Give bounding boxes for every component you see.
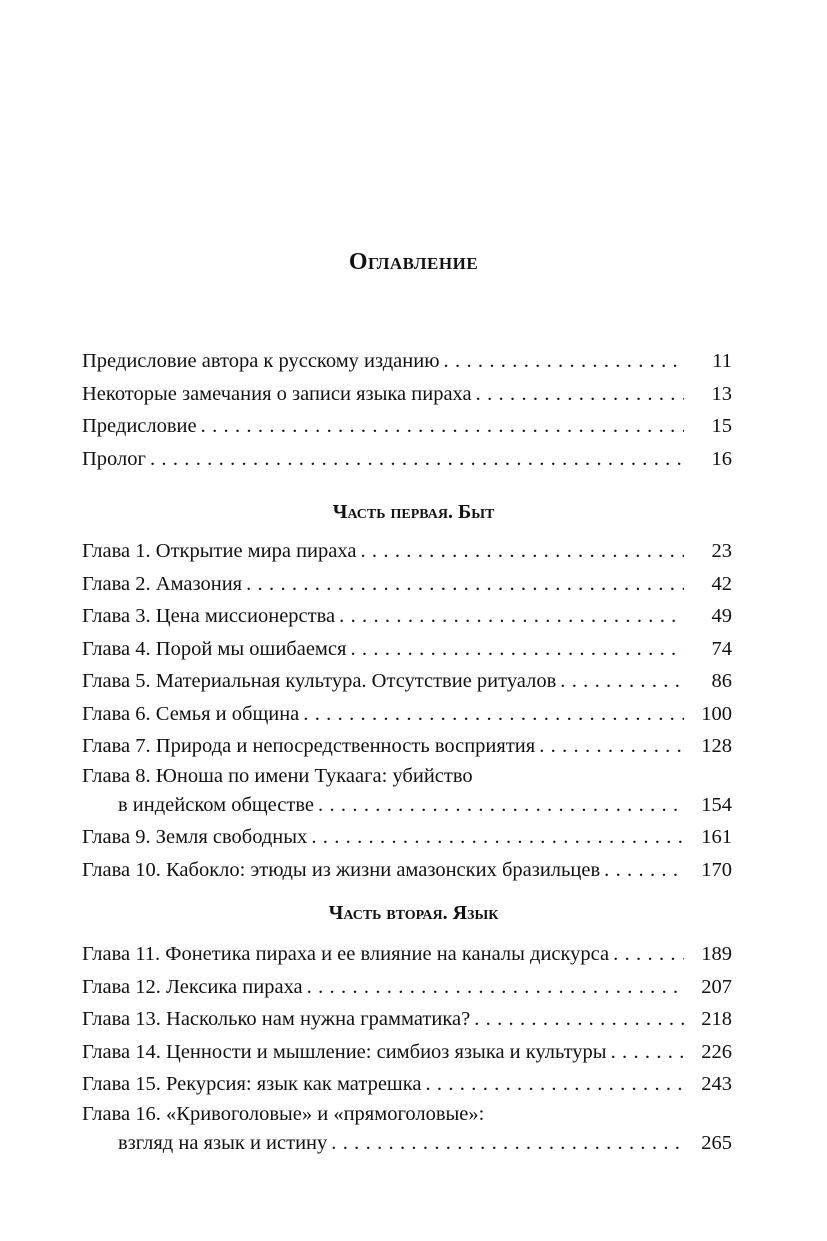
entry-title: Глава 5. Материальная культура. Отсутствие ритуалов [82,670,557,692]
entry-page: 23 [711,540,732,562]
toc-entry[interactable] [82,345,732,378]
toc-entry[interactable] [82,971,732,1004]
entry-title-cont: в индейском обществе [118,793,315,816]
entry-page: 170 [701,858,732,881]
entry-page: 154 [701,793,732,816]
entry-title: Глава 16. «Кривоголовые» и «прямоголовые»: [82,1102,485,1125]
entry-page: 265 [701,1131,732,1154]
page-title: Оглавление [348,249,479,275]
leader-dots [539,730,684,763]
leader-dots [560,665,684,698]
part-two-list [82,938,732,1159]
entry-title: Глава 6. Семья и община [82,702,300,725]
toc-entry[interactable] [82,698,732,731]
entry-title: Глава 8. Юноша по имени Тукаага: убийство [82,764,473,787]
entry-page: 42 [711,572,732,595]
entry-title: Глава 10. Кабокло: этюды из жизни амазонских бразильцев [82,858,601,881]
toc-entry[interactable] [82,535,732,568]
entry-title: Предисловие [82,415,197,437]
toc-entry[interactable] [82,763,732,789]
leader-dots [246,568,684,601]
toc-entry[interactable] [82,1068,732,1101]
toc-entry[interactable] [82,730,732,763]
toc-entry[interactable] [82,665,732,698]
entry-page: 207 [701,975,732,998]
toc-entry[interactable] [82,854,732,887]
entry-title: Глава 14. Ценности и мышление: симбиоз языка и культуры [82,1040,607,1063]
entry-title: Предисловие автора к русскому изданию [82,350,440,372]
entry-title: Пролог [82,447,146,470]
toc-entry[interactable] [82,821,732,854]
leader-dots [613,938,684,971]
toc-entry-continuation[interactable] [82,789,732,822]
toc-entry[interactable] [82,938,732,971]
leader-dots [360,535,684,568]
entry-title: Глава 12. Лексика пираха [82,975,303,998]
leader-dots [350,633,684,666]
toc-entry[interactable] [82,633,732,666]
entry-title: Глава 11. Фонетика пираха и ее влияние на каналы дискурса [82,943,610,965]
entry-page: 189 [701,943,732,965]
part-one-list [82,535,732,886]
entry-title: Глава 7. Природа и непосредственность восприятия [82,735,536,757]
leader-dots [331,1127,684,1160]
leader-dots [339,600,684,633]
leader-dots [444,345,684,378]
leader-dots [311,821,684,854]
leader-dots [611,1036,684,1069]
entry-page: 218 [701,1008,732,1030]
entry-page: 128 [701,735,732,757]
entry-page: 13 [711,382,732,405]
leader-dots [604,854,684,887]
toc-entry[interactable] [82,600,732,633]
toc-entry[interactable] [82,1036,732,1069]
part-two-heading: Часть вторая. Язык [328,902,499,924]
toc-entry[interactable] [82,1003,732,1036]
part-one-heading: Часть первая. Быт [332,501,495,523]
entry-title: Глава 1. Открытие мира пираха [82,540,357,562]
entry-page: 86 [711,670,732,692]
entry-page: 161 [701,826,732,848]
entry-page: 243 [701,1073,732,1095]
toc-entry[interactable] [82,410,732,443]
leader-dots [476,378,684,411]
entry-title: Глава 3. Цена миссионерства [82,605,336,627]
entry-page: 74 [711,637,732,660]
entry-page: 100 [701,702,732,725]
leader-dots [303,698,684,731]
entry-title: Глава 9. Земля свободных [82,826,308,848]
leader-dots [318,789,684,822]
leader-dots [307,971,684,1004]
entry-title: Глава 2. Амазония [82,572,243,595]
entry-title: Глава 4. Порой мы ошибаемся [82,637,347,660]
leader-dots [425,1068,684,1101]
toc-entry[interactable] [82,378,732,411]
entry-title: Глава 15. Рекурсия: язык как матрешка [82,1073,422,1095]
leader-dots [201,410,684,443]
entry-page: 15 [711,415,732,437]
entry-page: 11 [712,350,732,372]
leader-dots [474,1003,684,1036]
entry-title-cont: взгляд на язык и истину [118,1131,328,1154]
leader-dots [150,443,684,476]
toc-entry[interactable] [82,568,732,601]
entry-title: Некоторые замечания о записи языка пираха [82,382,472,405]
front-matter-list [82,345,732,475]
entry-page: 49 [711,605,732,627]
toc-entry-continuation[interactable] [82,1127,732,1160]
toc-entry[interactable] [82,443,732,476]
entry-page: 226 [701,1040,732,1063]
toc-entry[interactable] [82,1101,732,1127]
entry-title: Глава 13. Насколько нам нужна грамматика? [82,1008,471,1030]
entry-page: 16 [711,447,732,470]
